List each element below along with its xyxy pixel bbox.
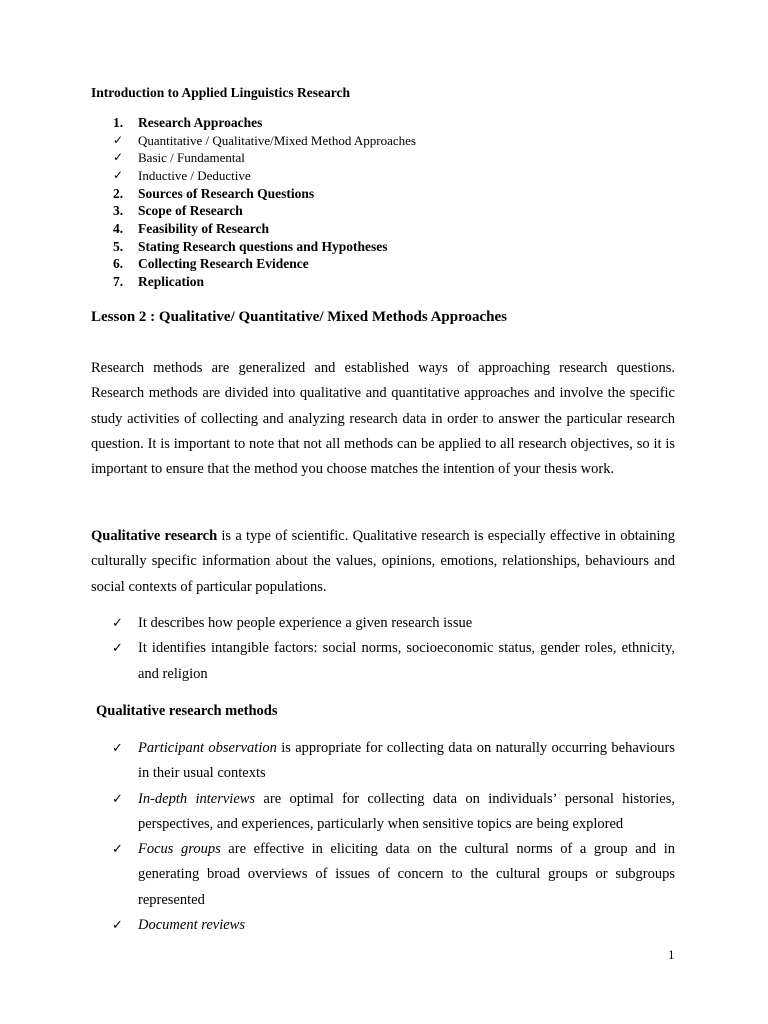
page-number: 1: [668, 947, 675, 962]
method-term: In-depth interviews: [138, 790, 256, 807]
toc-item-label: Feasibility of Research: [138, 221, 269, 236]
method-description: are optimal for collecting data on individuals’ personal histories, perspectives, and experiences, particularly when sensitive topics are being explored: [138, 790, 675, 832]
toc-subitem-label: Inductive / Deductive: [138, 168, 251, 183]
qualitative-bullets: [112, 611, 675, 687]
list-item: [112, 913, 675, 938]
toc-number: 2.: [113, 186, 124, 201]
toc-item-label: Scope of Research: [138, 203, 243, 218]
toc-number: 7.: [113, 274, 124, 289]
checkmark-icon: ✓: [112, 741, 123, 756]
list-item: [112, 787, 675, 838]
lesson-heading: Lesson 2 : Qualitative/ Quantitative/ Mixed Methods Approaches: [91, 309, 507, 325]
method-term: Document reviews: [138, 917, 245, 934]
method-description: is appropriate for collecting data on naturally occurring behaviours in their usual contexts: [138, 740, 676, 782]
checkmark-icon: ✓: [112, 641, 123, 657]
toc-item-label: Replication: [138, 274, 204, 289]
list-item-text: It identifies intangible factors: social norms, socioeconomic status, gender roles, ethnicity, and religion: [138, 640, 675, 682]
checkmark-icon: ✓: [112, 791, 123, 807]
list-item: [112, 736, 675, 787]
checkmark-icon: ✓: [113, 150, 124, 164]
toc-number: 3.: [113, 203, 124, 218]
method-term: Focus groups: [138, 841, 221, 858]
list-item: [112, 837, 675, 913]
qualitative-paragraph: [91, 524, 675, 600]
toc-number: 4.: [113, 221, 124, 236]
methods-heading: Qualitative research methods: [96, 703, 278, 719]
checkmark-icon: ✓: [113, 168, 124, 182]
checkmark-icon: ✓: [112, 616, 123, 631]
methods-list: [112, 736, 675, 938]
list-item: [112, 611, 675, 636]
checkmark-icon: ✓: [112, 918, 123, 934]
checkmark-icon: ✓: [113, 133, 124, 147]
document-title: Introduction to Applied Linguistics Research: [91, 85, 351, 100]
method-term: Participant observation: [138, 740, 277, 756]
checkmark-icon: ✓: [112, 842, 123, 858]
toc-subitem-label: Basic / Fundamental: [138, 150, 245, 165]
intro-paragraph: Research methods are generalized and established ways of approaching research questions. Research methods are divided into qualitative and quantitative approaches and involve the specific study activities of collecting and analyzing research data in order to answer the particular research question. It is important to note that not all methods can be applied to all research objectives, so it is important to ensure that the method you choose matches the intention of your thesis work.: [91, 360, 675, 478]
toc-item-label: Research Approaches: [138, 115, 263, 130]
toc-number: 6.: [113, 256, 124, 271]
toc-number: 1.: [113, 115, 124, 130]
list-item: [112, 636, 675, 687]
method-description: are effective in eliciting data on the cultural norms of a group and in generating broad overviews of issues of concern to the cultural groups or subgroups represented: [138, 841, 675, 908]
toc-item-label: Sources of Research Questions: [138, 186, 315, 201]
qualitative-term: Qualitative research: [91, 528, 218, 544]
toc-item-label: Stating Research questions and Hypotheses: [138, 239, 388, 254]
list-item-text: It describes how people experience a given research issue: [138, 615, 473, 631]
toc-subitem-label: Quantitative / Qualitative/Mixed Method Approaches: [138, 133, 416, 148]
toc-item-label: Collecting Research Evidence: [138, 256, 309, 271]
toc-number: 5.: [113, 239, 124, 254]
qualitative-definition: is a type of scientific. Qualitative research is especially effective in obtaining culturally specific information about the values, opinions, emotions, relationships, behaviours and social contexts of particular populations.: [91, 528, 675, 595]
